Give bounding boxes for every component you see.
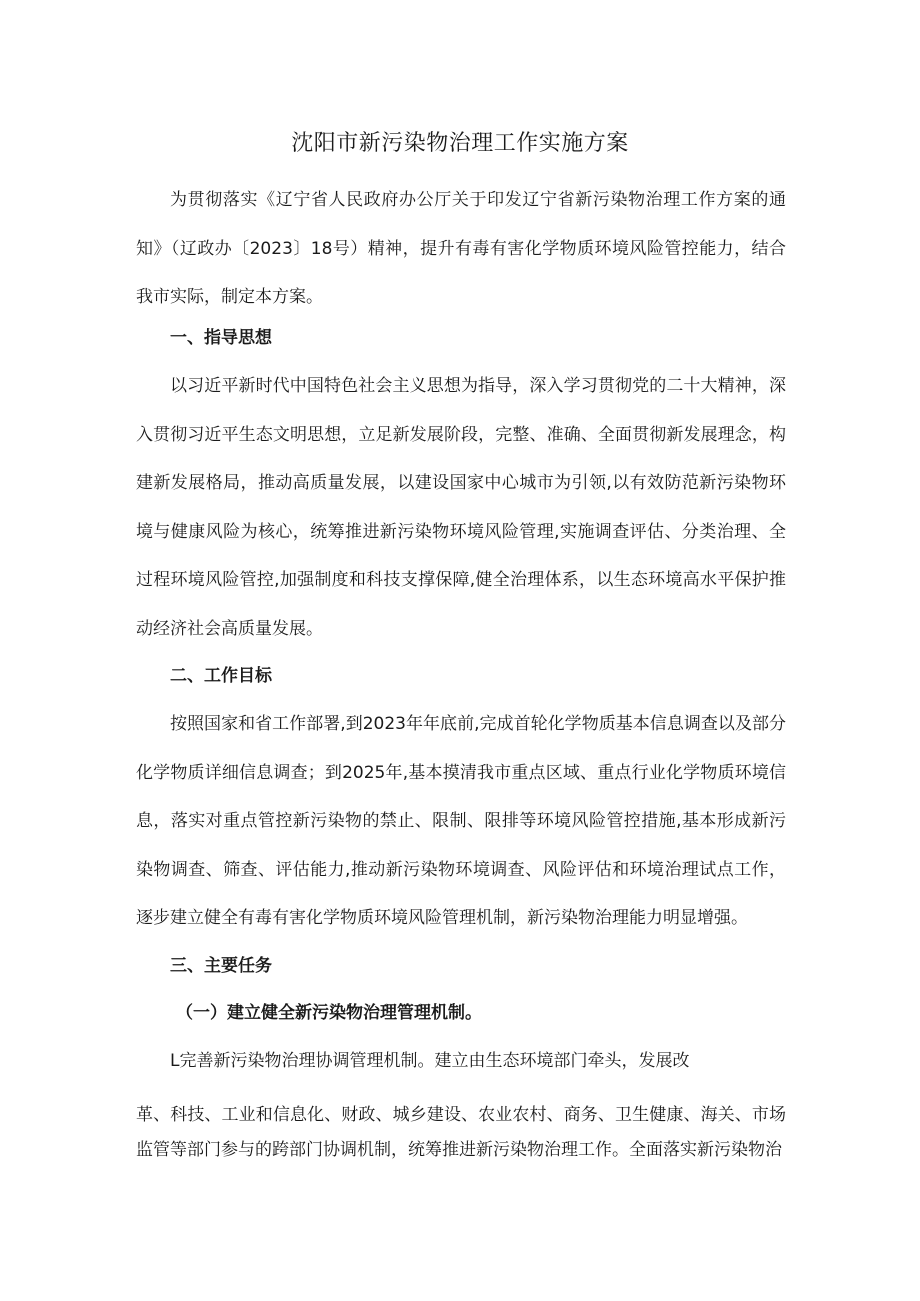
section-heading-guiding-ideology: 一、指导思想	[170, 328, 272, 348]
document-title: 沈阳市新污染物治理工作实施方案	[291, 131, 629, 156]
intro-paragraph: 为贯彻落实《辽宁省人民政府办公厅关于印发辽宁省新污染物治理工作方案的通知》（辽政办〔2023〕18号）精神，提升有毒有害化学物质环境风险管控能力，结合我市实际，制定本方案。	[136, 190, 786, 307]
subsection-heading-mechanism: （一）建立健全新污染物治理管理机制。	[176, 1003, 482, 1023]
task-item-1-continuation: 革、科技、工业和信息化、财政、城乡建设、农业农村、商务、卫生健康、海关、市场监管等部门参与的跨部门协调机制，统筹推进新污染物治理工作。全面落实新污染物治	[136, 1105, 786, 1160]
section-heading-main-tasks: 三、主要任务	[170, 956, 272, 976]
section-body-guiding-ideology: 以习近平新时代中国特色社会主义思想为指导，深入学习贯彻党的二十大精神，深入贯彻习近平生态文明思想，立足新发展阶段，完整、准确、全面贯彻新发展理念，构建新发展格局，推动高质量发展，以建设国家中心城市为引领,以有效防范新污染物环境与健康风险为核心，统筹推进新污染物环境风险管理,实施调查评估、分类治理、全过程环境风险管控,加强制度和科技支撑保障,健全治理体系，以生态环境高水平保护推动经济社会高质量发展。	[136, 376, 786, 639]
task-item-1-first-line: L完善新污染物治理协调管理机制。建立由生态环境部门牵头，发展改	[170, 1051, 690, 1071]
section-heading-work-goals: 二、工作目标	[170, 666, 272, 686]
section-body-work-goals: 按照国家和省工作部署,到2023年年底前,完成首轮化学物质基本信息调查以及部分化学物质详细信息调查；到2025年,基本摸清我市重点区域、重点行业化学物质环境信息，落实对重点管控新污染物的禁止、限制、限排等环境风险管控措施,基本形成新污染物调查、筛查、评估能力,推动新污染物环境调查、风险评估和环境治理试点工作，逐步建立健全有毒有害化学物质环境风险管理机制，新污染物治理能力明显增强。	[136, 714, 786, 928]
